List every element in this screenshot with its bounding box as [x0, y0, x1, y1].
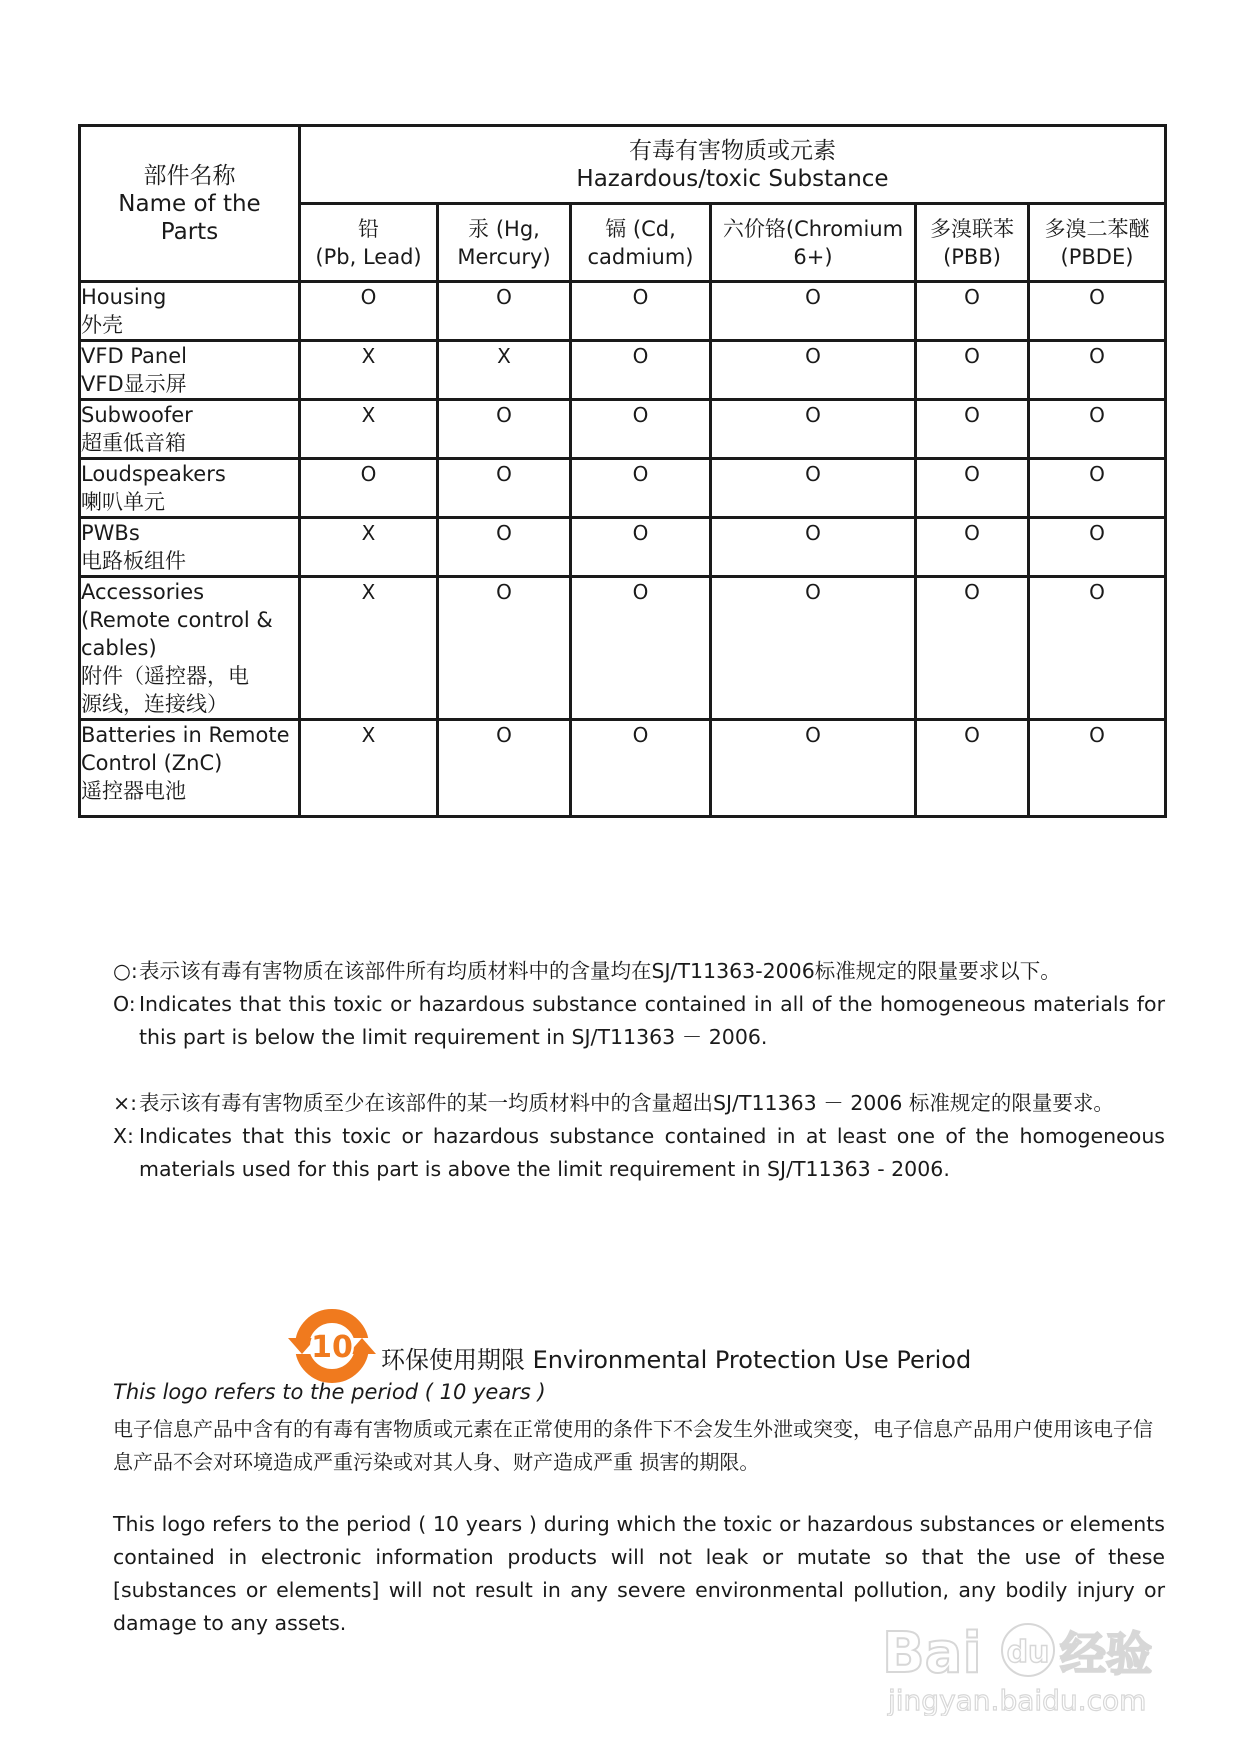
- substance-mark-cell: O: [1029, 282, 1166, 341]
- substance-mark-cell: O: [1029, 577, 1166, 720]
- table-row: [80, 341, 1166, 400]
- x-notes: [113, 1087, 1165, 1186]
- part-name-cell: Accessories (Remote control & cables) 附件（遥控器，电 源线，连接线）: [80, 577, 300, 720]
- substance-mark-cell: X: [300, 400, 438, 459]
- watermark-brand: Bai: [882, 1621, 982, 1686]
- substance-mark-cell: X: [300, 577, 438, 720]
- substance-mark-cell: O: [438, 577, 571, 720]
- o-note-cn: ○: 表示该有毒有害物质在该部件所有均质材料中的含量均在SJ/T11363-2006标准规定的限量要求以下。: [113, 959, 1061, 983]
- table-row: [80, 282, 1166, 341]
- part-name-cell: VFD Panel VFD显示屏: [80, 341, 300, 400]
- table-row: [80, 400, 1166, 459]
- substance-mark-cell: X: [300, 720, 438, 817]
- table-row: [80, 459, 1166, 518]
- substance-mark-cell: O: [438, 459, 571, 518]
- substance-mark-cell: O: [916, 518, 1029, 577]
- substance-mark-cell: X: [300, 518, 438, 577]
- substance-mark-cell: O: [1029, 459, 1166, 518]
- substance-mark-cell: O: [571, 282, 711, 341]
- part-name-cell: PWBs 电路板组件: [80, 518, 300, 577]
- substance-mark-cell: O: [711, 341, 916, 400]
- substance-column-header: 镉 (Cd, cadmium): [571, 204, 711, 282]
- substance-column-header: 六价铬(Chromium 6+): [711, 204, 916, 282]
- watermark-url: jingyan.baidu.com: [888, 1684, 1147, 1716]
- substance-mark-cell: O: [916, 577, 1029, 720]
- substance-mark-cell: O: [711, 282, 916, 341]
- substance-mark-cell: O: [1029, 518, 1166, 577]
- epu-english-text: This logo refers to the period ( 10 years ) during which the toxic or hazardous substances or elements contained in electronic information products will not leak or mutate so that the use of these [substances or elements] will not result in any severe environmental pollution, any bodily injury or damage to any assets.: [113, 1512, 1165, 1635]
- substance-mark-cell: O: [571, 459, 711, 518]
- x-note-en: X: Indicates that this toxic or hazardous substance contained in at least one of the homogeneous materials used for this part is above the limit requirement in SJ/T11363 - 2006.: [113, 1124, 1165, 1181]
- substance-mark-cell: X: [438, 341, 571, 400]
- substance-mark-cell: O: [711, 400, 916, 459]
- substance-mark-cell: O: [916, 459, 1029, 518]
- table-row: [80, 720, 1166, 817]
- o-notes: [113, 955, 1165, 1054]
- substance-mark-cell: O: [571, 400, 711, 459]
- substance-mark-cell: O: [438, 282, 571, 341]
- substance-mark-cell: O: [711, 518, 916, 577]
- epu-chinese-text: 电子信息产品中含有的有毒有害物质或元素在正常使用的条件下不会发生外泄或突变，电子信息产品用户使用该电子信息产品不会对环境造成严重污染或对其人身、财产造成严重 损害的期限。: [113, 1417, 1153, 1474]
- substance-mark-cell: O: [438, 400, 571, 459]
- part-name-cell: Batteries in Remote Control (ZnC) 遥控器电池: [80, 720, 300, 817]
- watermark-paw-text: du: [1006, 1635, 1050, 1670]
- substance-mark-cell: O: [916, 400, 1029, 459]
- baidu-jingyan-watermark-logo: [880, 1606, 1170, 1716]
- substance-mark-cell: O: [300, 459, 438, 518]
- substance-mark-cell: O: [916, 341, 1029, 400]
- x-note-cn: ×: 表示该有毒有害物质至少在该部件的某一均质材料中的含量超出SJ/T11363 － 2006 标准规定的限量要求。: [113, 1091, 1114, 1115]
- substance-mark-cell: O: [1029, 400, 1166, 459]
- substance-mark-cell: O: [571, 341, 711, 400]
- substance-column-header: 汞 (Hg, Mercury): [438, 204, 571, 282]
- substance-mark-cell: O: [916, 282, 1029, 341]
- substance-group-header: 有毒有害物质或元素 Hazardous/toxic Substance: [300, 126, 1166, 204]
- substance-mark-cell: O: [1029, 720, 1166, 817]
- substance-mark-cell: O: [438, 518, 571, 577]
- substance-mark-cell: O: [571, 577, 711, 720]
- substance-column-header: 多溴二苯醚 (PBDE): [1029, 204, 1166, 282]
- watermark-cn: 经验: [1060, 1627, 1152, 1681]
- substance-column-header: 多溴联苯 (PBB): [916, 204, 1029, 282]
- substance-mark-cell: O: [1029, 341, 1166, 400]
- logo-number: 10: [311, 1330, 353, 1365]
- substance-mark-cell: O: [300, 282, 438, 341]
- substance-mark-cell: O: [571, 518, 711, 577]
- epu-subtitle: This logo refers to the period ( 10 years ): [113, 1380, 546, 1404]
- table-row: [80, 518, 1166, 577]
- o-note-en: O: Indicates that this toxic or hazardous substance contained in all of the homogeneous materials for this part is below the limit requirement in SJ/T11363 － 2006.: [113, 992, 1165, 1049]
- epu-title: 环保使用期限 Environmental Protection Use Period: [381, 1346, 972, 1374]
- part-name-cell: Subwoofer 超重低音箱: [80, 400, 300, 459]
- parts-column-header: 部件名称 Name of the Parts: [80, 126, 300, 282]
- part-name-cell: Housing 外壳: [80, 282, 300, 341]
- substance-column-header: 铅 (Pb, Lead): [300, 204, 438, 282]
- table-row: [80, 577, 1166, 720]
- substance-mark-cell: O: [711, 720, 916, 817]
- hazardous-substance-table: [78, 124, 1167, 818]
- substance-mark-cell: X: [300, 341, 438, 400]
- epu-10-logo-icon: [286, 1304, 378, 1388]
- part-name-cell: Loudspeakers 喇叭单元: [80, 459, 300, 518]
- substance-mark-cell: O: [711, 577, 916, 720]
- substance-mark-cell: O: [571, 720, 711, 817]
- substance-mark-cell: O: [711, 459, 916, 518]
- substance-mark-cell: O: [916, 720, 1029, 817]
- substance-mark-cell: O: [438, 720, 571, 817]
